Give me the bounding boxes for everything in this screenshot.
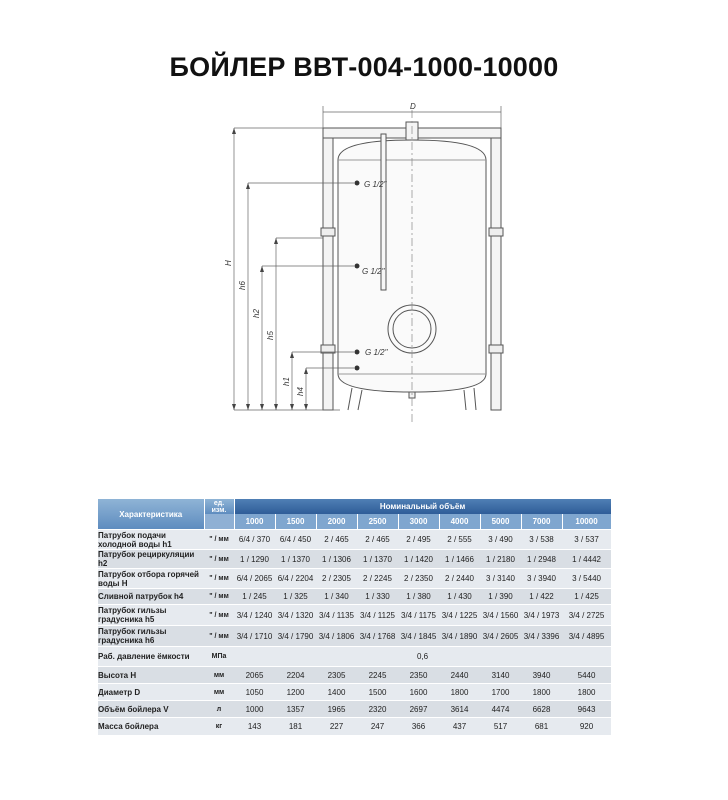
table-cell: 3 / 5440 — [562, 569, 611, 589]
port-top-dot — [355, 181, 360, 186]
dim-H-label: H — [224, 260, 233, 266]
volume-header-cell: 5000 — [480, 514, 521, 530]
volume-header-cell: 10000 — [562, 514, 611, 530]
table-cell: 6/4 / 450 — [275, 530, 316, 550]
row-label: Объём бойлера V — [98, 701, 204, 718]
header-volume: Номинальный объём — [234, 499, 611, 514]
table-cell: 4474 — [480, 701, 521, 718]
table-row — [98, 667, 611, 684]
page-title: БОЙЛЕР ВВТ-004-1000-10000 — [169, 52, 559, 82]
table-cell: 3/4 / 1125 — [357, 605, 398, 626]
row-label: Сливной патрубок h4 — [98, 589, 204, 605]
table-cell: 3/4 / 1240 — [234, 605, 275, 626]
row-unit: " / мм — [204, 530, 234, 550]
table-cell: 437 — [439, 718, 480, 735]
table-cell: 517 — [480, 718, 521, 735]
table-cell: 1700 — [480, 684, 521, 701]
header-unit: ед. изм. — [204, 499, 234, 514]
dim-h5-label: h5 — [266, 331, 275, 340]
table-cell: 3/4 / 1320 — [275, 605, 316, 626]
volume-header-cell: 1500 — [275, 514, 316, 530]
header-unit-blank — [204, 514, 234, 530]
table-cell: 6628 — [521, 701, 562, 718]
table-cell: 1 / 380 — [398, 589, 439, 605]
row-label: Патрубок гильзы градусника h5 — [98, 605, 204, 626]
table-row — [98, 701, 611, 718]
table-cell: 3/4 / 1806 — [316, 626, 357, 647]
table-cell: 2 / 2305 — [316, 569, 357, 589]
table-row — [98, 605, 611, 626]
dim-D-label: D — [410, 102, 416, 111]
table-row — [98, 647, 611, 667]
table-cell: 5440 — [562, 667, 611, 684]
table-cell: 3/4 / 1845 — [398, 626, 439, 647]
table-cell: 3 / 537 — [562, 530, 611, 550]
table-cell: 1965 — [316, 701, 357, 718]
table-row — [98, 626, 611, 647]
table-cell: 2 / 2350 — [398, 569, 439, 589]
table-cell: 1 / 1370 — [275, 550, 316, 569]
port-cold-dot — [355, 366, 360, 371]
row-unit: " / мм — [204, 589, 234, 605]
table-row — [98, 530, 611, 550]
table-cell: 2 / 2245 — [357, 569, 398, 589]
table-cell: 247 — [357, 718, 398, 735]
table-cell: 2440 — [439, 667, 480, 684]
table-cell: 3/4 / 1175 — [398, 605, 439, 626]
table-cell: 1200 — [275, 684, 316, 701]
table-cell: 3/4 / 1710 — [234, 626, 275, 647]
table-cell: 6/4 / 2065 — [234, 569, 275, 589]
table-cell: 1 / 330 — [357, 589, 398, 605]
dim-h4-label: h4 — [296, 387, 305, 396]
table-cell: 3140 — [480, 667, 521, 684]
row-unit: МПа — [204, 647, 234, 667]
table-cell: 2 / 495 — [398, 530, 439, 550]
table-row — [98, 550, 611, 569]
table-cell: 6/4 / 370 — [234, 530, 275, 550]
table-cell: 3614 — [439, 701, 480, 718]
table-cell: 3 / 490 — [480, 530, 521, 550]
row-unit: мм — [204, 667, 234, 684]
table-cell: 1500 — [357, 684, 398, 701]
port-low-label: G 1/2" — [365, 348, 388, 357]
volume-header-cell: 2500 — [357, 514, 398, 530]
frame-post-right — [491, 128, 501, 410]
volume-header-cell: 7000 — [521, 514, 562, 530]
table-row — [98, 569, 611, 589]
dim-h2-label: h2 — [252, 309, 261, 318]
table-cell: 181 — [275, 718, 316, 735]
row-unit: мм — [204, 684, 234, 701]
table-cell: 1 / 245 — [234, 589, 275, 605]
dim-h6-label: h6 — [238, 281, 247, 290]
table-cell: 3/4 / 1790 — [275, 626, 316, 647]
table-cell: 2 / 465 — [316, 530, 357, 550]
table-cell: 3/4 / 1225 — [439, 605, 480, 626]
table-cell: 2 / 465 — [357, 530, 398, 550]
pressure-value: 0,6 — [234, 647, 611, 667]
table-cell: 143 — [234, 718, 275, 735]
table-cell: 3/4 / 1973 — [521, 605, 562, 626]
table-cell: 3 / 3940 — [521, 569, 562, 589]
row-label: Диаметр D — [98, 684, 204, 701]
row-unit: " / мм — [204, 569, 234, 589]
row-unit: кг — [204, 718, 234, 735]
volume-header-cell: 4000 — [439, 514, 480, 530]
table-cell: 3 / 3140 — [480, 569, 521, 589]
table-cell: 1 / 425 — [562, 589, 611, 605]
table-cell: 2697 — [398, 701, 439, 718]
row-label: Раб. давление ёмкости — [98, 647, 204, 667]
table-cell: 1400 — [316, 684, 357, 701]
table-cell: 1 / 1420 — [398, 550, 439, 569]
row-label: Масса бойлера — [98, 718, 204, 735]
table-cell: 9643 — [562, 701, 611, 718]
volume-header-cell: 2000 — [316, 514, 357, 530]
table-cell: 1 / 340 — [316, 589, 357, 605]
row-label: Патрубок рециркуляции h2 — [98, 550, 204, 569]
table-cell: 2245 — [357, 667, 398, 684]
table-cell: 1000 — [234, 701, 275, 718]
table-cell: 3940 — [521, 667, 562, 684]
row-unit: л — [204, 701, 234, 718]
table-cell: 1 / 1466 — [439, 550, 480, 569]
table-row — [98, 589, 611, 605]
table-cell: 3/4 / 2725 — [562, 605, 611, 626]
table-cell: 2 / 2440 — [439, 569, 480, 589]
table-cell: 1 / 1306 — [316, 550, 357, 569]
table-cell: 366 — [398, 718, 439, 735]
table-cell: 2065 — [234, 667, 275, 684]
table-cell: 3/4 / 1768 — [357, 626, 398, 647]
table-cell: 3/4 / 1890 — [439, 626, 480, 647]
table-cell: 1800 — [521, 684, 562, 701]
table-cell: 3/4 / 1135 — [316, 605, 357, 626]
header-characteristic: Характеристика — [98, 499, 204, 530]
port-low-dot — [355, 350, 360, 355]
table-cell: 2305 — [316, 667, 357, 684]
table-cell: 3/4 / 4895 — [562, 626, 611, 647]
table-cell: 1800 — [562, 684, 611, 701]
volume-header-cell: 1000 — [234, 514, 275, 530]
table-cell: 1 / 390 — [480, 589, 521, 605]
volume-header-cell: 3000 — [398, 514, 439, 530]
port-mid-label: G 1/2" — [362, 267, 385, 276]
table-cell: 3/4 / 1560 — [480, 605, 521, 626]
table-cell: 1 / 2180 — [480, 550, 521, 569]
table-cell: 1600 — [398, 684, 439, 701]
table-cell: 1 / 422 — [521, 589, 562, 605]
table-cell: 1800 — [439, 684, 480, 701]
table-cell: 1 / 325 — [275, 589, 316, 605]
row-label: Патрубок отбора горячей воды H — [98, 569, 204, 589]
table-row — [98, 718, 611, 735]
port-top-label: G 1/2" — [364, 180, 387, 189]
table-cell: 1357 — [275, 701, 316, 718]
table-cell: 227 — [316, 718, 357, 735]
table-cell: 1 / 2948 — [521, 550, 562, 569]
table-cell: 1 / 4442 — [562, 550, 611, 569]
dim-h1-label: h1 — [282, 377, 291, 386]
table-cell: 2204 — [275, 667, 316, 684]
table-cell: 2320 — [357, 701, 398, 718]
table-cell: 6/4 / 2204 — [275, 569, 316, 589]
table-row — [98, 684, 611, 701]
table-cell: 3/4 / 2605 — [480, 626, 521, 647]
spec-table — [98, 499, 612, 735]
table-cell: 1 / 1290 — [234, 550, 275, 569]
row-unit: " / мм — [204, 626, 234, 647]
port-mid-dot — [355, 264, 360, 269]
table-cell: 2 / 555 — [439, 530, 480, 550]
row-label: Патрубок гильзы градусника h6 — [98, 626, 204, 647]
table-cell: 1 / 1370 — [357, 550, 398, 569]
row-unit: " / мм — [204, 605, 234, 626]
row-label: Патрубок подачи холодной воды h1 — [98, 530, 204, 550]
row-label: Высота H — [98, 667, 204, 684]
table-cell: 3/4 / 3396 — [521, 626, 562, 647]
table-cell: 2350 — [398, 667, 439, 684]
table-cell: 920 — [562, 718, 611, 735]
table-cell: 1050 — [234, 684, 275, 701]
row-unit: " / мм — [204, 550, 234, 569]
table-cell: 1 / 430 — [439, 589, 480, 605]
table-cell: 681 — [521, 718, 562, 735]
table-cell: 3 / 538 — [521, 530, 562, 550]
